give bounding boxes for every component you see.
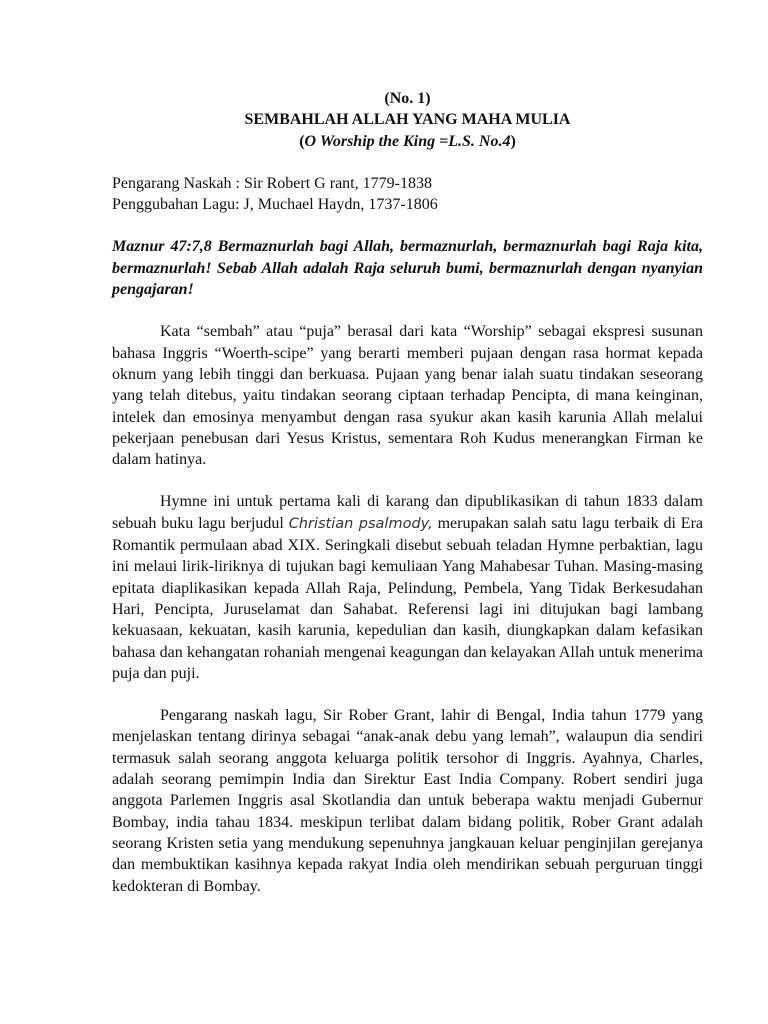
subtitle-open-paren: (	[299, 132, 305, 150]
paragraph-worship-meaning: Kata “sembah” atau “puja” berasal dari kata “Worship” sebagai ekspresi susunan bahasa Inggris “Woerth-scipe” yang berarti memberi pujaan dengan rasa hormat kepada oknum yang lebih tinggi dan berkuasa. Pujaan yang benar ialah suatu tindakan seseorang yang telah ditebus, yaitu tindakan seorang ciptaan terhadap Pencipta, di mana keinginan, intelek dan emosinya menyambut dengan rasa syukur akan kasih karunia Allah melalui pekerjaan penebusan dari Yesus Kristus, sementara Roh Kudus menerangkan Firman ke dalam hatinya.	[112, 323, 703, 469]
hymn-title: SEMBAHLAH ALLAH YANG MAHA MULIA	[244, 111, 571, 129]
document-page	[112, 88, 703, 897]
paragraph-hymn-history	[112, 491, 703, 684]
hymn-history-text-start: Hymne ini untuk pertama kali di karang dan dipublikasikan di tahun 1833 dalam sebuah buku lagu berjudul	[112, 493, 703, 532]
credits-block	[112, 173, 703, 216]
paragraph-author-biography: Pengarang naskah lagu, Sir Rober Grant, lahir di Bengal, India tahun 1779 yang menjelaskan tentang dirinya sebagai “anak-anak debu yang lemah”, walaupun dia sendiri termasuk salah seorang anggota keluarga politik tersohor di Inggris. Ayahnya, Charles, adalah seorang pemimpin India dan Sirektur East India Company. Robert sendiri juga anggota Parlemen Inggris asal Skotlandia dan untuk beberapa waktu menjadi Gubernur Bombay, india tahau 1834. meskipun terlibat dalam bidang politik, Rober Grant adalah seorang Kristen setia yang mendukung sepenuhnya jangkauan keluar penginjilan gerejanya dan membuktikan kasihnya kepada rakyat India oleh mendirikan sebuah perguruan tinggi kedokteran di Bombay.	[112, 707, 703, 895]
author-credit: Pengarang Naskah : Sir Robert G rant, 1779-1838	[112, 174, 432, 192]
scripture-verse: Maznur 47:7,8 Bermaznurlah bagi Allah, bermaznurlah, bermaznurlah bagi Raja kita, bermaznurlah! Sebab Allah adalah Raja seluruh bumi, bermaznurlah dengan nyanyian pengajaran!	[112, 238, 703, 299]
subtitle-close-paren: )	[510, 132, 516, 150]
hymn-subtitle	[112, 131, 703, 152]
hymn-number: (No. 1)	[384, 90, 431, 107]
book-title: Christian psalmody,	[288, 515, 433, 532]
hymn-history-text-end: merupakan salah satu lagu terbaik di Era Romantik permulaan abad XIX. Seringkali disebut sebuah teladan Hymne perbaktian, lagu ini melaui lirik-liriknya di tujukan bagi kemuliaan Yang Mahabesar Tuhan. Masing-masing epitata diaplikasikan kepada Allah Raja, Pelindung, Pembela, Yang Tidak Berkesudahan Hari, Pencipta, Juruselamat dan Sahabat. Referensi lagi ini ditujukan bagi lambang kekuasaan, kekuatan, kasih karunia, kepedulian dan kasih, diungkapkan dalam kefasikan bahasa dan kehangatan rohaniah mengenai keagungan dan kelayakan Allah untuk menerima puja dan puji.	[112, 514, 704, 682]
subtitle-english-title: O Worship the King =L.S. No.4	[304, 132, 511, 150]
composer-credit: Penggubahan Lagu: J, Muchael Haydn, 1737-1806	[112, 196, 438, 214]
